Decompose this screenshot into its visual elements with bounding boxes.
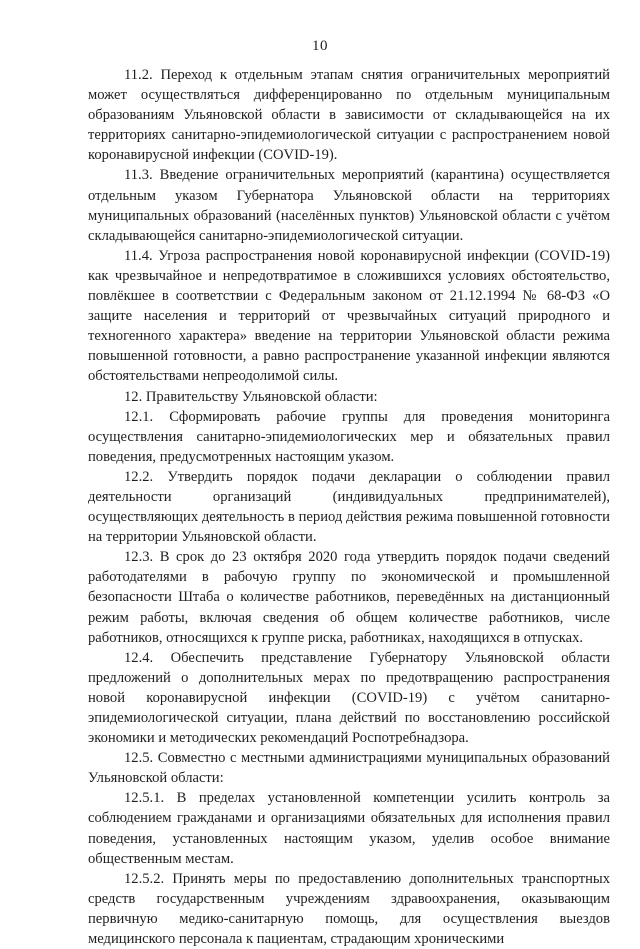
paragraph-12-3: 12.3. В срок до 23 октября 2020 года утвердить порядок подачи сведений работодателями в рабочую группу по экономической и промышленной безопасности Штаба о количестве работников, переведённых на дистанционный режим работы, включая сведения об общем количестве работников, числе работников, относящихся к группе риска, работниках, находящихся в отпусках. [88,549,610,646]
page-number: 10 [312,38,328,54]
paragraph-12-4: 12.4. Обеспечить представление Губернатору Ульяновской области предложений о дополнительных мерах по предотвращению распространения новой коронавирусной инфекции (COVID-19) с учётом санитарно-эпидемиологической ситуации, плана действий по восстановлению российской экономики и методических рекомендаций Роспотребнадзора. [88,649,610,747]
paragraph-11-2: 11.2. Переход к отдельным этапам снятия ограничительных мероприятий может осуществляться дифференцированно по отдельным муниципальным образованиям Ульяновской области в зависимости от складывающейся на их территориях санитарно-эпидемиологической ситуации с распространением новой коронавирусной инфекции (COVID-19). [88,67,610,164]
paragraph-12-2: 12.2. Утвердить порядок подачи декларации о соблюдении правил деятельности организаций (индивидуальных предпринимателей), осуществляющих деятельность в период действия режима повышенной готовности на территории Ульяновской области. [88,468,610,546]
paragraph-12-5-2: 12.5.2. Принять меры по предоставлению дополнительных транспортных средств государственным учреждениям здравоохранения, оказывающим первичную медико-санитарную помощь, для осуществления выездов медицинского персонала к пациентам, страдающим хроническими [88,870,610,948]
document-body [88,65,610,949]
paragraph-11-4: 11.4. Угроза распространения новой коронавирусной инфекции (COVID-19) как чрезвычайное и непредотвратимое в сложившихся условиях обстоятельство, повлёкшее в соответствии с Федеральным законом от 21.12.1994 № 68-ФЗ «О защите населения и территорий от чрезвычайных ситуаций природного и техногенного характера» введение на территории Ульяновской области режима повышенной готовности, а равно распространение указанной инфекции являются обстоятельствами непреодолимой силы. [88,247,610,385]
paragraph-12-5-1: 12.5.1. В пределах установленной компетенции усилить контроль за соблюдением гражданами и организациями обязательных для исполнения правил поведения, установленных настоящим указом, уделив особое внимание общественным местам. [88,790,610,867]
paragraph-12-5: 12.5. Совместно с местными администрациями муниципальных образований Ульяновской области: [88,750,610,787]
paragraph-12-1: 12.1. Сформировать рабочие группы для проведения мониторинга осуществления санитарно-эпидемиологических мер и обязательных правил поведения, предусмотренных настоящим указом. [88,408,610,465]
paragraph-11-3: 11.3. Введение ограничительных мероприятий (карантина) осуществляется отдельным указом Губернатора Ульяновской области на территориях муниципальных образований (населённых пунктов) Ульяновской области с учётом складывающейся санитарно-эпидемиологической ситуации. [88,167,610,244]
paragraph-12: 12. Правительству Ульяновской области: [124,388,378,405]
